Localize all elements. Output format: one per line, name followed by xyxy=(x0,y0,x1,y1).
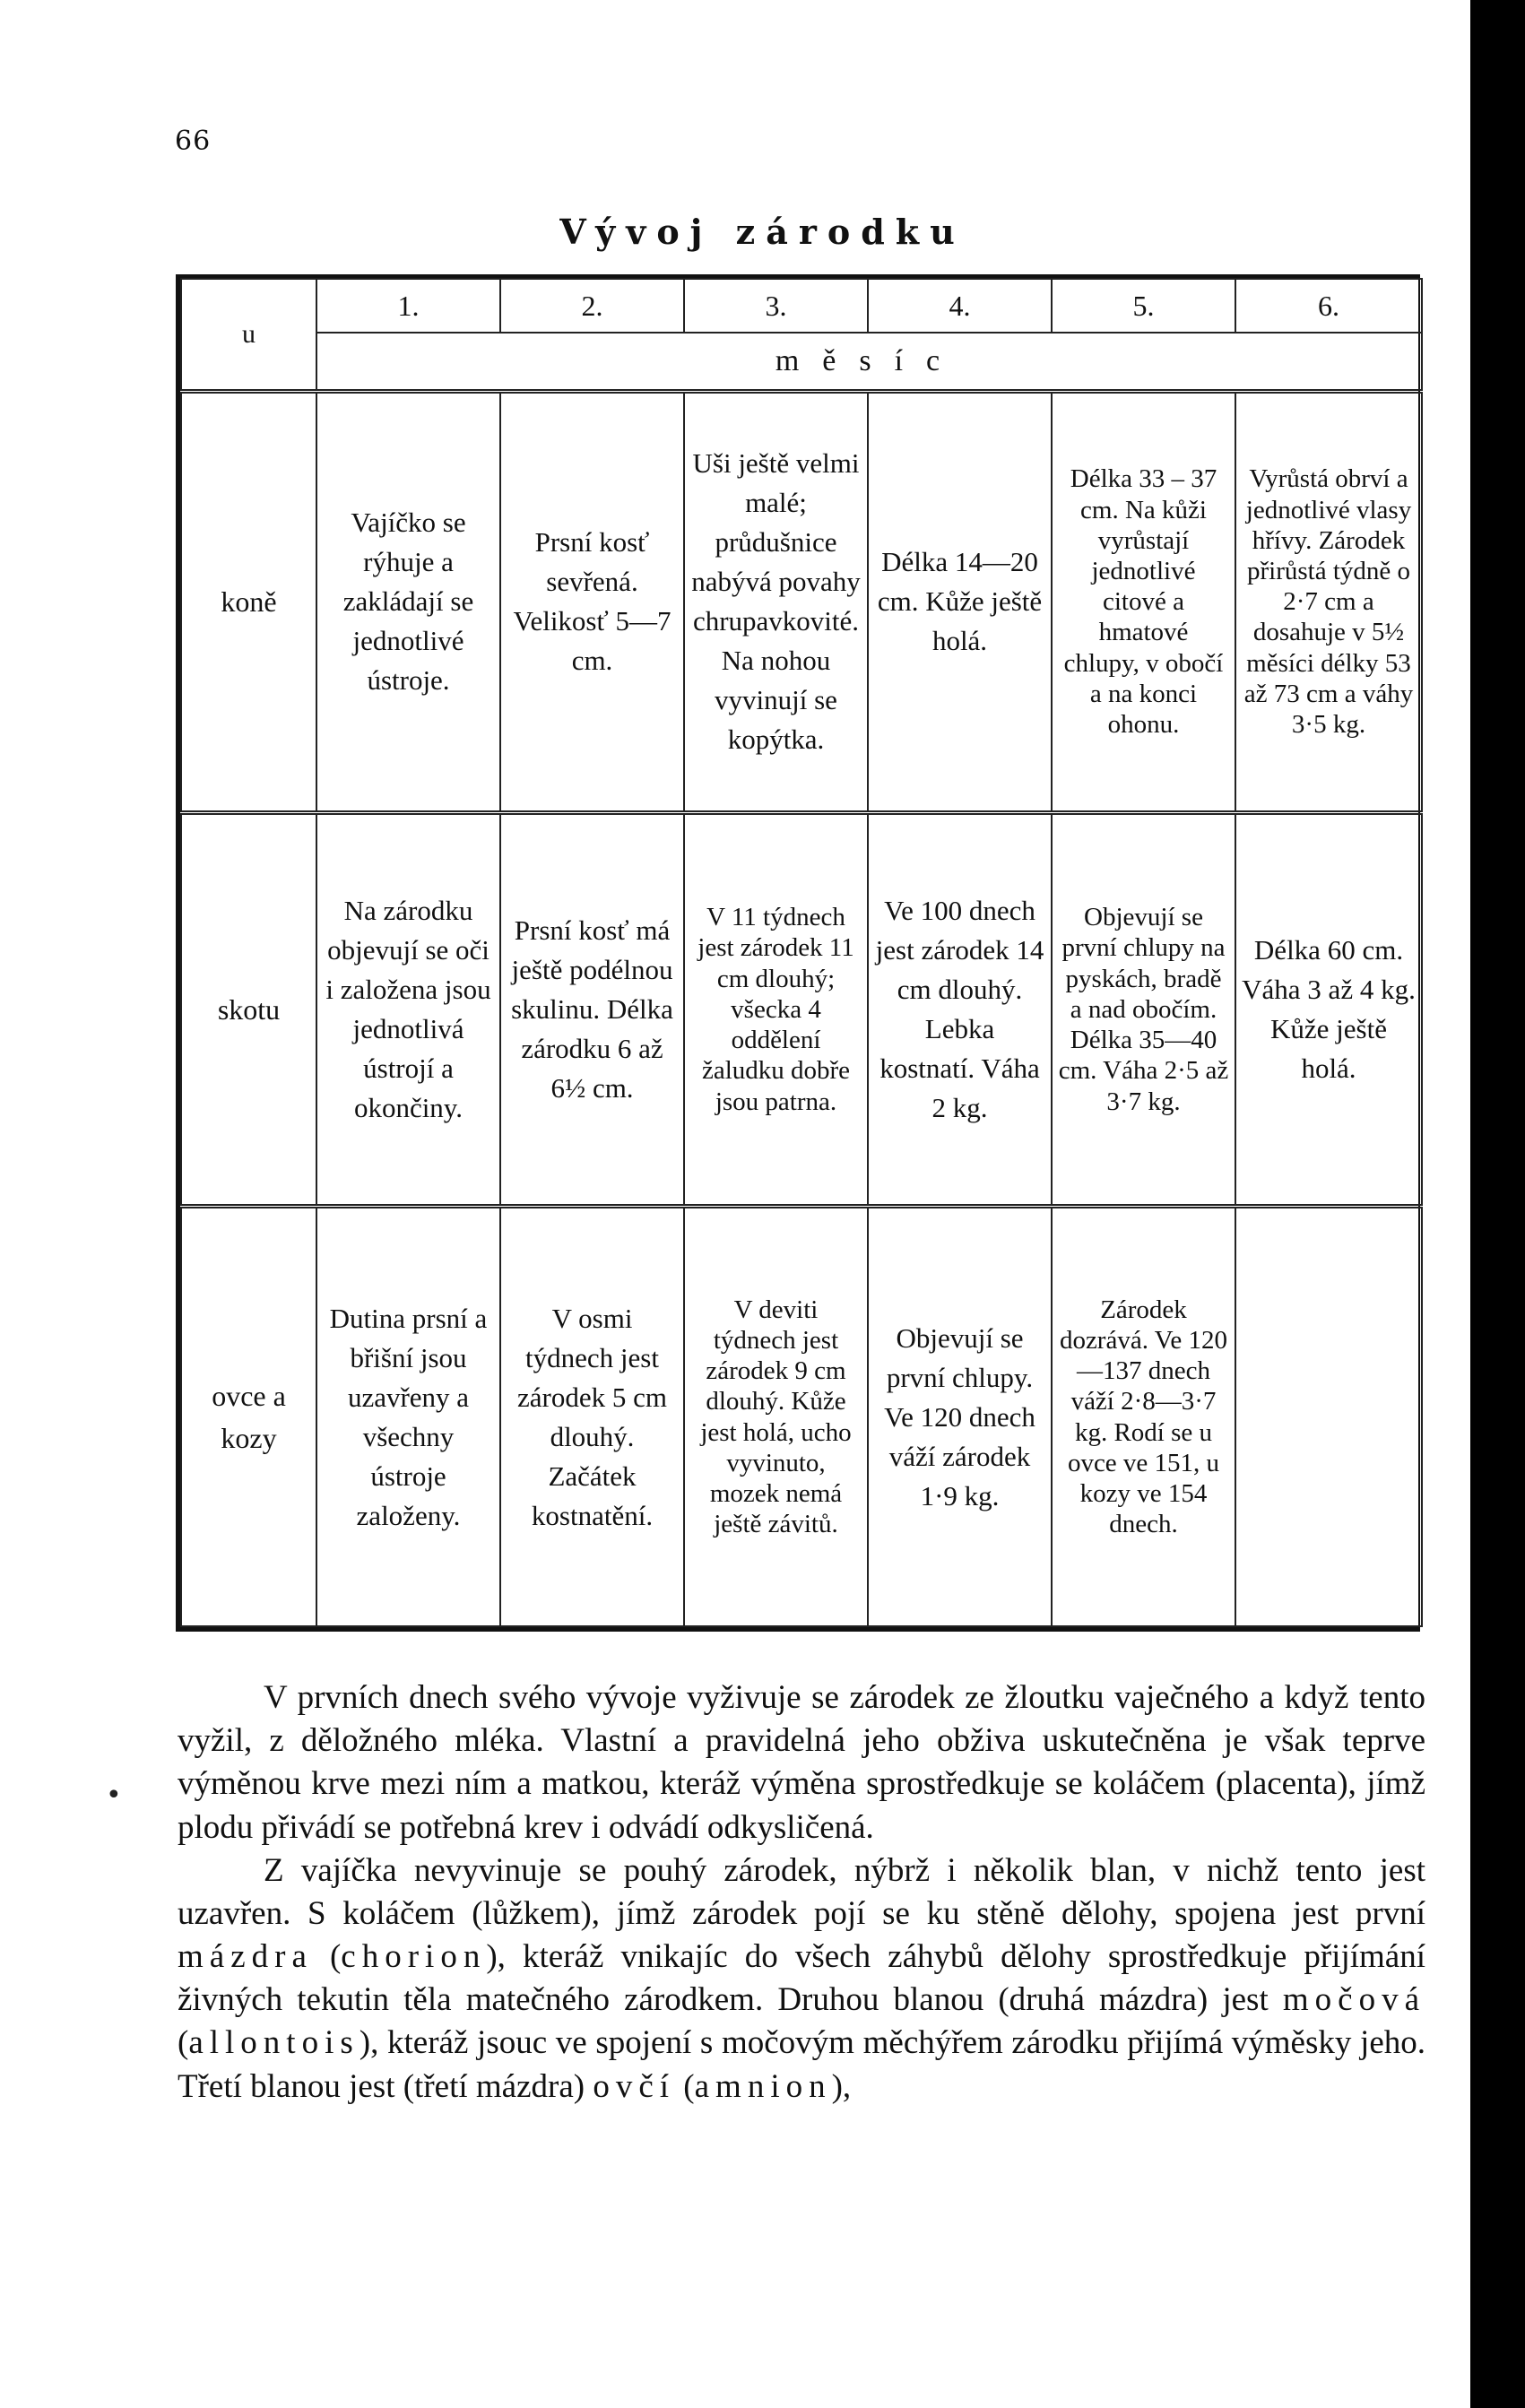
table-row xyxy=(181,392,1422,813)
term-ovci: ovčí xyxy=(593,2067,676,2105)
paragraph: V prvních dnech svého vývoje vyživuje se zárodek ze žloutku vaječného a když tento vyžil, z děložného mléka. Vlastní a pravidelná jeho obživa uskutečněna je však teprve výměnou krve mezi ním a matkou, kteráž výměna sprostředkuje se koláčem (placenta), jímž plodu přivádí se potřebná krev i odvádí odkysličená. xyxy=(178,1679,1425,1846)
table-cell: Objevují se první chlupy. Ve 120 dnech váží zárodek 1·9 kg. xyxy=(868,1207,1052,1626)
text-run: Z vajíčka nevyvinuje se pouhý zárodek, nýbrž i několik blan, v nichž tento jest uzavřen. S koláčem (lůžkem), jímž zárodek pojí se ku stěně dělohy, spojena jest první xyxy=(178,1851,1425,1932)
paragraph xyxy=(178,1849,1425,2109)
body-text xyxy=(178,1676,1425,2109)
text-run: ), xyxy=(831,2067,852,2105)
table-cell: Vyrůstá obrví a jednotlivé vlasy hřívy. Zárodek přirůstá týdně o 2·7 cm a dosahuje v 5½ měsíci délky 53 až 73 cm a váhy 3·5 kg. xyxy=(1235,392,1422,813)
animal-label: skotu xyxy=(181,812,316,1207)
text-run: ), kteráž jsouc ve spojení s močovým měchýřem zárodku přijímá výměsky jeho. Třetí blanou jest (třetí mázdra) xyxy=(178,2024,1425,2105)
text-run: ( xyxy=(675,2067,695,2105)
table-row xyxy=(181,1207,1422,1626)
table-cell-empty xyxy=(1235,1207,1422,1626)
month-number: 4. xyxy=(868,279,1052,333)
table-cell: V deviti týdnech jest zárodek 9 cm dlouhý. Kůže jest holá, ucho vyvinuto, mozek nemá ještě závitů. xyxy=(684,1207,868,1626)
table-cell: V osmi týdnech jest zárodek 5 cm dlouhý. Začátek kostnatění. xyxy=(500,1207,684,1626)
table-cell: Zárodek dozrává. Ve 120—137 dnech váží 2·8—3·7 kg. Rodí se u ovce ve 151, u kozy ve 154 dnech. xyxy=(1052,1207,1235,1626)
table-cell: Dutina prsní a břišní jsou uzavřeny a všechny ústroje založeny. xyxy=(316,1207,500,1626)
term-amnion: amnion xyxy=(694,2067,832,2105)
animal-label: koně xyxy=(181,392,316,813)
text-run: ), kteráž vnikajíc do všech záhybů dělohy sprostředkuje přijímání živných tekutin těla matečného zárodkem. Druhou blanou (druhá mázdra) jest xyxy=(178,1938,1425,2019)
text-run: ( xyxy=(312,1938,342,1976)
month-number: 6. xyxy=(1235,279,1422,333)
month-number: 3. xyxy=(684,279,868,333)
table-cell: Ve 100 dnech jest zárodek 14 cm dlouhý. Lebka kostnatí. Váha 2 kg. xyxy=(868,812,1052,1207)
month-number: 5. xyxy=(1052,279,1235,333)
animal-label: ovce a kozy xyxy=(181,1207,316,1626)
month-number: 1. xyxy=(316,279,500,333)
table-cell: Objevují se první chlupy na pyskách, bradě a nad obočím. Délka 35—40 cm. Váha 2·5 až 3·7 kg. xyxy=(1052,812,1235,1207)
margin-dot: • xyxy=(106,1780,122,1811)
term-chorion: chorion xyxy=(341,1938,487,1976)
scan-edge-shadow xyxy=(1470,0,1525,2408)
table-cell: Uši ještě velmi malé; průdušnice nabývá povahy chrupavkovité. Na nohou vyvinují se kopýtka. xyxy=(684,392,868,813)
table-cell: V 11 týdnech jest zárodek 11 cm dlouhý; všecka 4 oddělení žaludku dobře jsou patrna. xyxy=(684,812,868,1207)
page-number: 66 xyxy=(175,126,212,157)
page-title: Vývoj zárodku xyxy=(559,212,966,252)
table-cell: Délka 60 cm. Váha 3 až 4 kg. Kůže ještě holá. xyxy=(1235,812,1422,1207)
month-heading: měsíc xyxy=(316,333,1422,392)
term-mocova: močová xyxy=(1282,1981,1425,2019)
table-cell: Vajíčko se rýhuje a zakládají se jednotlivé ústroje. xyxy=(316,392,500,813)
development-table-grid xyxy=(180,278,1423,1627)
table-cell: Prsní kosť má ještě podélnou skulinu. Délka zárodku 6 až 6½ cm. xyxy=(500,812,684,1207)
table-cell: Délka 14—20 cm. Kůže ještě holá. xyxy=(868,392,1052,813)
term-allontois: allontois xyxy=(188,2024,360,2062)
table-cell: Délka 33 – 37 cm. Na kůži vyrůstají jednotlivé citové a hmatové chlupy, v obočí a na konci ohonu. xyxy=(1052,392,1235,813)
table-row xyxy=(181,812,1422,1207)
text-run: ( xyxy=(178,2024,189,2062)
term-mazdra: mázdra xyxy=(178,1938,313,1976)
table-cell: Na zárodku objevují se oči i založena jsou jednotlivá ústrojí a okončiny. xyxy=(316,812,500,1207)
corner-label: u xyxy=(181,279,316,392)
table-cell: Prsní kosť sevřená. Velikosť 5—7 cm. xyxy=(500,392,684,813)
development-table xyxy=(176,274,1420,1632)
month-number: 2. xyxy=(500,279,684,333)
